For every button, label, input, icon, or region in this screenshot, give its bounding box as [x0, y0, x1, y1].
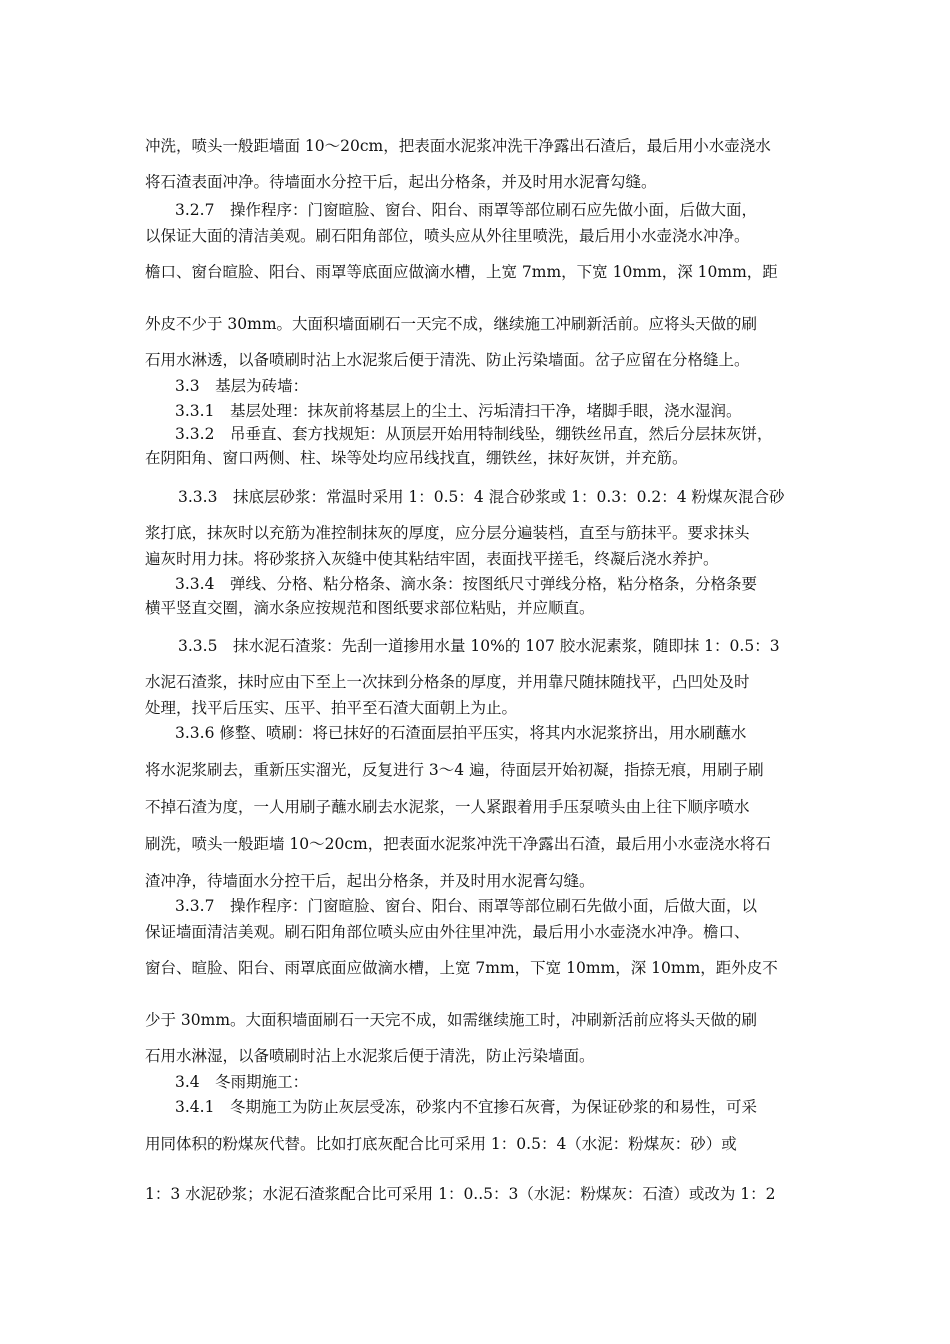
- text-line: 不掉石渣为度，一人用刷子蘸水刷去水泥浆，一人紧跟着用手压泵喷头由上往下顺序喷水: [145, 798, 750, 816]
- text-line: 浆打底，抹灰时以充筋为准控制抹灰的厚度，应分层分遍装档，直至与筋抹平。要求抹头: [145, 524, 750, 542]
- text-line: 横平竖直交圈，滴水条应按规范和图纸要求部位粘贴，并应顺直。: [145, 599, 595, 617]
- section-heading-3-3-7: 3.3.7 操作程序：门窗暄脸、窗台、阳台、雨罩等部位刷石先做小面，后做大面，以: [175, 897, 757, 915]
- section-heading-3-3-3: 3.3.3 抹底层砂浆：常温时采用 1：0.5：4 混合砂浆或 1：0.3：0.2：4 粉煤灰混合砂: [178, 488, 785, 506]
- text-line: 窗台、暄脸、阳台、雨罩底面应做滴水槽，上宽 7mm，下宽 10mm，深 10mm，距外皮不: [145, 959, 778, 977]
- text-line: 处理，找平后压实、压平、拍平至石渣大面朝上为止。: [145, 699, 518, 717]
- section-heading-3-4: 3.4 冬雨期施工：: [175, 1073, 309, 1091]
- text-line: 外皮不少于 30mm。大面积墙面刷石一天完不成，继续施工冲刷新活前。应将头天做的刷: [145, 315, 758, 333]
- text-line: 保证墙面清洁美观。刷石阳角部位喷头应由外往里冲洗，最后用小水壶浇水冲净。檐口、: [145, 923, 750, 941]
- text-line: 将水泥浆刷去，重新压实溜光，反复进行 3～4 遍，待面层开始初凝，指捺无痕，用刷子刷: [145, 761, 764, 779]
- text-line: 石用水淋湿，以备喷刷时沾上水泥浆后便于清洗，防止污染墙面。: [145, 1047, 595, 1065]
- section-heading-3-2-7: 3.2.7 操作程序：门窗暄脸、窗台、阳台、雨罩等部位刷石应先做小面，后做大面，: [175, 201, 757, 219]
- section-heading-3-3-6: 3.3.6 修整、喷刷：将已抹好的石渣面层拍平压实，将其内水泥浆挤出，用水刷蘸水: [175, 724, 747, 742]
- text-line: 水泥石渣浆，抹时应由下至上一次抹到分格条的厚度，并用靠尺随抹随找平，凸凹处及时: [145, 673, 750, 691]
- section-heading-3-4-1: 3.4.1 冬期施工为防止灰层受冻，砂浆内不宜掺石灰膏，为保证砂浆的和易性，可采: [175, 1098, 757, 1116]
- text-line: 将石渣表面冲净。待墙面水分控干后，起出分格条，并及时用水泥膏勾缝。: [145, 173, 657, 191]
- section-heading-3-3-5: 3.3.5 抹水泥石渣浆：先刮一道掺用水量 10%的 107 胶水泥素浆，随即抹 1：0.5：3: [178, 637, 780, 655]
- text-line: 渣冲净，待墙面水分控干后，起出分格条，并及时用水泥膏勾缝。: [145, 872, 595, 890]
- text-line: 在阴阳角、窗口两侧、柱、垛等处均应吊线找直，绷铁丝，抹好灰饼，并充筋。: [145, 449, 688, 467]
- text-line: 刷洗，喷头一般距墙 10～20cm，把表面水泥浆冲洗干净露出石渣，最后用小水壶浇水将石: [145, 835, 771, 853]
- text-line: 1：3 水泥砂浆；水泥石渣浆配合比可采用 1：0..5：3（水泥：粉煤灰：石渣）或改为 1：2: [145, 1185, 776, 1203]
- text-line: 以保证大面的清洁美观。刷石阳角部位，喷头应从外往里喷洗，最后用小水壶浇水冲净。: [145, 227, 750, 245]
- text-line: 冲洗，喷头一般距墙面 10～20cm，把表面水泥浆冲洗干净露出石渣后，最后用小水壶浇水: [145, 137, 771, 155]
- text-line: 檐口、窗台暄脸、阳台、雨罩等底面应做滴水槽，上宽 7mm，下宽 10mm，深 10mm，距: [145, 263, 778, 281]
- section-heading-3-3-4: 3.3.4 弹线、分格、粘分格条、滴水条：按图纸尺寸弹线分格，粘分格条，分格条要: [175, 575, 757, 593]
- text-line: 石用水淋透，以备喷刷时沾上水泥浆后便于清洗、防止污染墙面。岔子应留在分格缝上。: [145, 351, 750, 369]
- section-heading-3-3: 3.3 基层为砖墙：: [175, 377, 309, 395]
- text-line: 少于 30mm。大面积墙面刷石一天完不成，如需继续施工时，冲刷新活前应将头天做的刷: [145, 1011, 758, 1029]
- text-line: 遍灰时用力抹。将砂浆挤入灰缝中使其粘结牢固，表面找平搓毛，终凝后浇水养护。: [145, 550, 719, 568]
- text-line: 用同体积的粉煤灰代替。比如打底灰配合比可采用 1：0.5：4（水泥：粉煤灰：砂）或: [145, 1135, 737, 1153]
- section-heading-3-3-1: 3.3.1 基层处理：抹灰前将基层上的尘土、污垢清扫干净，堵脚手眼，浇水湿润。: [175, 402, 742, 420]
- section-heading-3-3-2: 3.3.2 吊垂直、套方找规矩：从顶层开始用特制线坠，绷铁丝吊直，然后分层抹灰饼，: [175, 425, 773, 443]
